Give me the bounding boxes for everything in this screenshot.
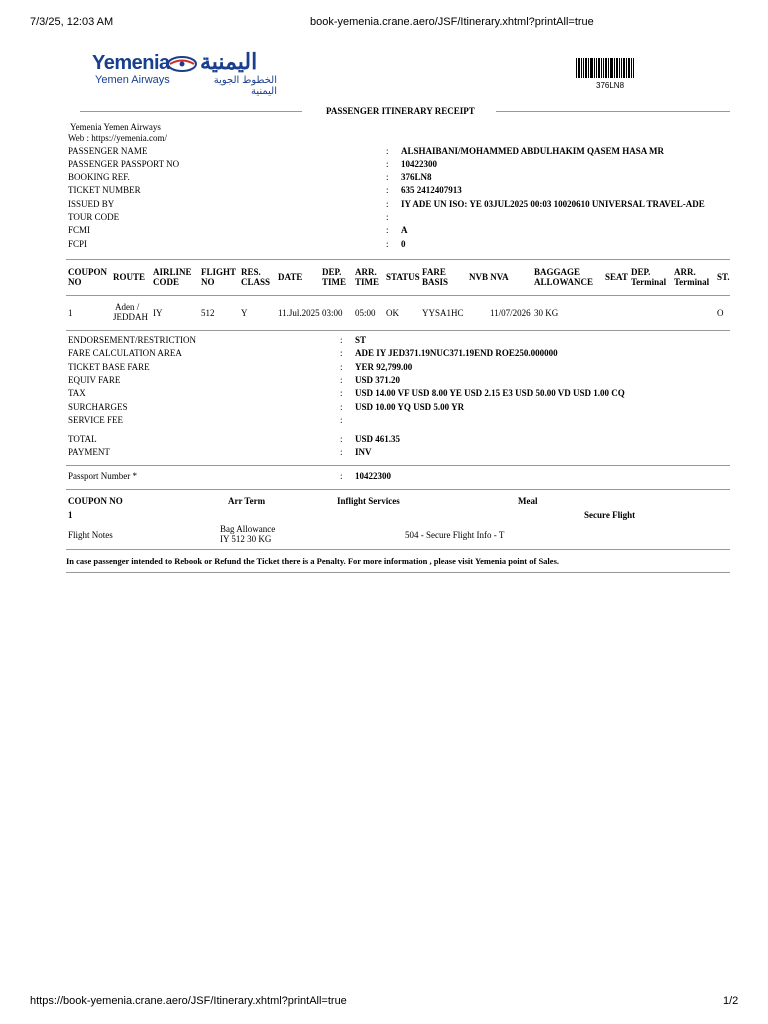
field-colon: : (386, 199, 389, 209)
field-fare-calculation (68, 347, 748, 360)
airline-emblem-icon (166, 55, 198, 73)
field-value: 635 2412407913 (401, 185, 462, 195)
col-header-coupon: COUPON NO (68, 267, 107, 287)
col-header-flight: FLIGHT NO (201, 267, 237, 287)
field-label: FARE CALCULATION AREA (68, 348, 182, 358)
print-datetime: 7/3/25, 12:03 AM (30, 16, 114, 28)
field-colon: : (340, 388, 343, 398)
field-tax (68, 387, 748, 400)
cell-res-class: Y (241, 308, 248, 318)
logo-name-ar: اليمنية (200, 49, 258, 74)
cell-date: 11.Jul.2025 (278, 308, 320, 318)
field-surcharges (68, 401, 748, 414)
field-value: USD 371.20 (355, 375, 401, 385)
field-value: USD 10.00 YQ USD 5.00 YR (355, 402, 465, 412)
col-header-res-class: RES. CLASS (241, 267, 271, 287)
cell-nvb-nva: 11/07/2026 (490, 308, 531, 318)
field-value: USD 14.00 VF USD 8.00 YE USD 2.15 E3 USD 50.00 VD USD 1.00 CQ (355, 388, 625, 398)
cell-baggage: 30 KG (534, 308, 559, 318)
field-value: ST (355, 335, 367, 345)
airline-info-line1: Yemenia Yemen Airways (70, 122, 161, 132)
col-header-dep-terminal: DEP. Terminal (631, 267, 667, 287)
field-label: SERVICE FEE (68, 415, 124, 425)
barcode-text: 376LN8 (596, 81, 625, 90)
field-total (68, 433, 748, 446)
field-label: EQUIV FARE (68, 375, 121, 385)
bag-allowance-label: Bag Allowance (220, 524, 276, 534)
field-colon: : (340, 471, 343, 481)
coupon-no-value: 1 (68, 510, 73, 520)
field-colon: : (340, 447, 343, 457)
col-header-route: ROUTE (113, 272, 146, 282)
col-header-seat: SEAT (605, 272, 628, 282)
field-colon: : (340, 415, 343, 425)
bag-allowance-value: IY 512 30 KG (220, 534, 272, 544)
logo-sub-ar: الخطوط الجوية اليمنية (213, 75, 277, 97)
field-label: TICKET NUMBER (68, 185, 141, 195)
cell-coupon: 1 (68, 308, 73, 318)
footer-url: https://book-yemenia.crane.aero/JSF/Itinerary.xhtml?printAll=true (30, 995, 347, 1007)
field-colon: : (340, 402, 343, 412)
airline-info-line2: Web : https://yemenia.com/ (68, 133, 168, 143)
field-colon: : (340, 348, 343, 358)
field-label: PASSENGER PASSPORT NO (68, 159, 180, 169)
field-colon: : (340, 362, 343, 372)
field-equiv-fare (68, 374, 748, 387)
field-endorsement (68, 334, 748, 347)
cell-fare-basis: YYSA1HC (422, 308, 464, 318)
coupon-header-inflight: Inflight Services (337, 496, 400, 506)
field-colon: : (386, 159, 389, 169)
field-colon: : (340, 335, 343, 345)
meal-value: Secure Flight (584, 510, 636, 520)
print-url: book-yemenia.crane.aero/JSF/Itinerary.xhtml?printAll=true (310, 16, 594, 28)
col-header-baggage: BAGGAGE ALLOWANCE (534, 267, 594, 287)
field-value: 10422300 (355, 471, 391, 481)
field-booking-ref (68, 171, 748, 184)
col-header-date: DATE (278, 272, 303, 282)
coupon-header-arr-term: Arr Term (228, 496, 266, 506)
field-label: ENDORSEMENT/RESTRICTION (68, 335, 196, 345)
field-ticket-base-fare (68, 361, 748, 374)
col-header-arr-time: ARR. TIME (355, 267, 380, 287)
field-value: USD 461.35 (355, 434, 401, 444)
field-colon: : (386, 212, 389, 222)
field-label: TOTAL (68, 434, 97, 444)
field-label: TOUR CODE (68, 212, 120, 222)
flight-notes-value: 504 - Secure Flight Info - T (405, 530, 505, 540)
field-label: FCMI (68, 225, 91, 235)
field-colon: : (386, 239, 389, 249)
field-fcpi (68, 238, 748, 251)
col-header-arr-terminal: ARR. Terminal (674, 267, 710, 287)
field-service-fee (68, 414, 748, 427)
cell-status: OK (386, 308, 399, 318)
field-colon: : (386, 185, 389, 195)
field-colon: : (340, 375, 343, 385)
field-label: TICKET BASE FARE (68, 362, 150, 372)
field-value: YER 92,799.00 (355, 362, 413, 372)
field-passenger-name (68, 145, 748, 158)
field-value: IY ADE UN ISO: YE 03JUL2025 00:03 10020610 UNIVERSAL TRAVEL-ADE (401, 199, 705, 209)
field-label: BOOKING REF. (68, 172, 130, 182)
flight-notes-label: Flight Notes (68, 530, 113, 540)
field-issued-by (68, 198, 748, 211)
field-value: 376LN8 (401, 172, 432, 182)
logo-name-en: Yemenia (92, 52, 170, 74)
cell-airline: IY (153, 308, 163, 318)
receipt-title: PASSENGER ITINERARY RECEIPT (326, 106, 475, 116)
col-header-fare-basis: FARE BASIS (422, 267, 449, 287)
field-payment (68, 446, 748, 459)
field-tour-code (68, 211, 748, 224)
col-header-st: ST. (717, 272, 730, 282)
field-value: 0 (401, 239, 406, 249)
cell-arr-time: 05:00 (355, 308, 376, 318)
footer-page-number: 1/2 (723, 995, 739, 1007)
cell-dep-time: 03:00 (322, 308, 343, 318)
field-passport-number (68, 470, 748, 483)
barcode-image (576, 58, 634, 78)
cell-flight: 512 (201, 308, 215, 318)
field-value: 10422300 (401, 159, 437, 169)
field-ticket-number (68, 184, 748, 197)
field-label: PAYMENT (68, 447, 110, 457)
col-header-airline: AIRLINE CODE (153, 267, 192, 287)
col-header-nvb-nva: NVB NVA (469, 272, 509, 282)
coupon-header-meal: Meal (518, 496, 538, 506)
coupon-header-coupon-no: COUPON NO (68, 496, 123, 506)
col-header-status: STATUS (386, 272, 420, 282)
field-value: ALSHAIBANI/MOHAMMED ABDULHAKIM QASEM HASA MR (401, 146, 665, 156)
col-header-dep-time: DEP. TIME (322, 267, 347, 287)
logo-sub-en: Yemen Airways (95, 74, 170, 86)
field-colon: : (340, 434, 343, 444)
field-passport-no (68, 158, 748, 171)
field-value: A (401, 225, 408, 235)
field-colon: : (386, 172, 389, 182)
field-label: TAX (68, 388, 86, 398)
field-label: ISSUED BY (68, 199, 115, 209)
field-value: INV (355, 447, 372, 457)
field-label: Passport Number * (68, 471, 137, 481)
cell-st: O (717, 308, 724, 318)
field-fcmi (68, 224, 748, 237)
penalty-note: In case passenger intended to Rebook or Refund the Ticket there is a Penalty. For more information , please visit Yemenia point of Sales. (66, 556, 559, 566)
field-label: SURCHARGES (68, 402, 128, 412)
field-colon: : (386, 225, 389, 235)
field-label: PASSENGER NAME (68, 146, 148, 156)
field-value: ADE IY JED371.19NUC371.19END ROE250.000000 (355, 348, 558, 358)
field-colon: : (386, 146, 389, 156)
yemenia-logo (92, 49, 277, 97)
cell-route: Aden / JEDDAH (113, 302, 148, 322)
field-label: FCPI (68, 239, 88, 249)
